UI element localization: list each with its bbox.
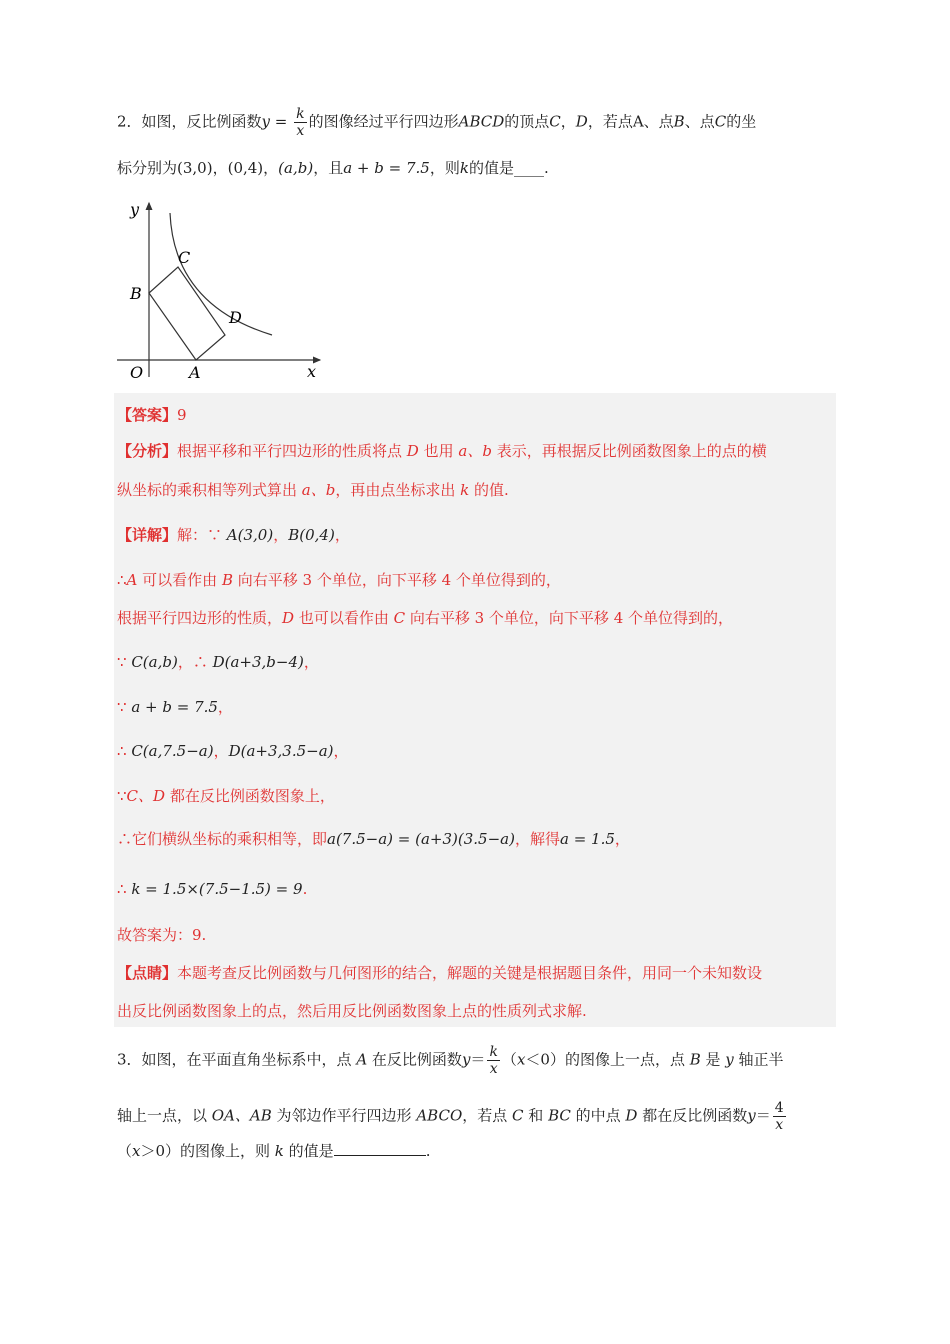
- text: 也可以看作由: [294, 609, 389, 627]
- text: ∴: [117, 880, 132, 898]
- text: 根据平行四边形的性质，: [117, 609, 283, 627]
- step7: [117, 829, 630, 849]
- math: D: [282, 609, 295, 627]
- math: ABCD: [458, 112, 505, 131]
- text: （: [117, 1142, 133, 1160]
- text: 的值.: [474, 481, 509, 499]
- label-o: O: [130, 363, 144, 382]
- math: B: [673, 112, 685, 131]
- label-d: D: [229, 308, 242, 327]
- math: C(a,b): [131, 653, 178, 671]
- math: k: [270, 1142, 289, 1160]
- dianjing-line1: [117, 963, 762, 983]
- math: C: [388, 609, 410, 627]
- fraction-4-over-x: $\frac{4}{x}$: [774, 1100, 784, 1133]
- text: ，: [303, 653, 319, 671]
- text: 向右平移 3 个单位，向下平移 4 个单位得到的，: [409, 609, 734, 627]
- math: a(7.5−a) = (a+3)(3.5−a): [327, 830, 515, 848]
- math: D(a+3,b−4): [212, 653, 304, 671]
- text: .: [425, 1142, 431, 1160]
- answer-tag: 【答案】: [117, 406, 178, 424]
- parallelogram-abcd: [149, 267, 225, 360]
- text: ，则: [429, 159, 460, 177]
- text: 的值是____.: [468, 159, 549, 177]
- text: 的值是: [288, 1142, 334, 1160]
- text: 也用: [423, 442, 454, 460]
- math: (a,b): [278, 159, 314, 177]
- text: 根据平移和平行四边形的性质将点: [177, 442, 403, 460]
- detail-line1: [117, 525, 350, 545]
- analysis-tag: 【分析】: [117, 442, 178, 460]
- text: ，若点: [462, 1106, 508, 1125]
- text: ，且: [313, 159, 344, 177]
- math: x: [516, 1050, 526, 1069]
- math: OA、AB: [207, 1106, 277, 1125]
- math: D: [402, 442, 424, 460]
- math: B: [217, 571, 238, 589]
- text: 故答案为：9.: [117, 926, 207, 944]
- text: 轴正半: [738, 1050, 784, 1069]
- step5: [117, 741, 349, 761]
- text: ∵: [117, 787, 127, 805]
- math: C: [549, 112, 561, 131]
- step1: [117, 570, 561, 590]
- math: D: [575, 112, 588, 131]
- analysis-line2: [117, 480, 509, 500]
- dianjing-line2: [117, 1001, 587, 1021]
- text: ∵: [117, 653, 132, 671]
- text: ，: [614, 830, 630, 848]
- math: C(a,7.5−a): [131, 742, 214, 760]
- parallelogram-figure: [112, 195, 332, 385]
- text: 和: [528, 1106, 544, 1125]
- math: a、b: [297, 481, 336, 499]
- math: A(3,0): [226, 526, 274, 544]
- text: 标分别为: [117, 159, 178, 177]
- text: ，: [334, 526, 350, 544]
- dianjing-tag: 【点睛】: [117, 964, 178, 982]
- math: ＝: [755, 1106, 771, 1125]
- text: 的顶点: [504, 112, 550, 131]
- text: ，再由点坐标求出: [335, 481, 456, 499]
- step3: [117, 652, 319, 672]
- math: y: [747, 1106, 756, 1125]
- text: ，: [217, 698, 233, 716]
- text: 2．如图，反比例函数: [117, 112, 262, 131]
- text: 在反比例函数: [371, 1050, 462, 1069]
- text: 、点: [684, 112, 715, 131]
- math: =: [270, 112, 293, 131]
- text: 解：∵: [177, 526, 227, 544]
- text: 可以看作由: [137, 571, 218, 589]
- step8: [117, 879, 307, 899]
- text: 的图像经过平行四边形: [308, 112, 459, 131]
- problem2-line1: [117, 106, 756, 139]
- detail-tag: 【详解】: [117, 526, 178, 544]
- problem3-line3: [117, 1141, 430, 1161]
- math: k: [455, 481, 474, 499]
- text: 本题考查反比例函数与几何图形的结合，解题的关键是根据题目条件，用同一个未知数设: [177, 964, 763, 982]
- problem2-line2: [117, 158, 549, 178]
- step4: [117, 697, 233, 717]
- math: k: [459, 159, 469, 177]
- fraction-k-over-x: $\frac{k}{x}$: [489, 1044, 498, 1077]
- math: D: [620, 1106, 643, 1125]
- text: 表示，再根据反比例函数图象上的点的横: [496, 442, 767, 460]
- text: ，∴: [177, 653, 213, 671]
- label-a: A: [189, 363, 201, 382]
- text: 纵坐标的乘积相等列式算出: [117, 481, 298, 499]
- math: (0,4): [227, 159, 264, 177]
- text: ，: [212, 159, 228, 177]
- text: 轴上一点，以: [117, 1106, 208, 1125]
- analysis-line1: [117, 441, 767, 461]
- math: a、b: [453, 442, 497, 460]
- math: BC: [543, 1106, 576, 1125]
- text: ，解得: [514, 830, 560, 848]
- text: .: [302, 880, 308, 898]
- math: D(a+3,3.5−a): [228, 742, 334, 760]
- math: C: [714, 112, 727, 131]
- answer-value: 9: [177, 406, 187, 424]
- math: (3,0): [177, 159, 213, 177]
- math: A: [126, 571, 138, 589]
- step2: [117, 608, 733, 628]
- math: k = 1.5×(7.5−1.5) = 9: [131, 880, 303, 898]
- text: ，: [333, 742, 349, 760]
- text: ，: [273, 526, 289, 544]
- text: ＜0）的图像上一点，点: [525, 1050, 685, 1069]
- text: ，: [213, 742, 229, 760]
- text: ，若点A、点: [587, 112, 674, 131]
- label-c: C: [178, 248, 191, 267]
- text: ∴: [117, 742, 132, 760]
- label-x: x: [307, 362, 317, 381]
- math: y: [261, 112, 271, 131]
- math: y: [720, 1050, 739, 1069]
- text: （: [501, 1050, 517, 1069]
- math: B: [684, 1050, 706, 1069]
- math: a + b = 7.5: [131, 698, 218, 716]
- text: 都在反比例函数: [642, 1106, 748, 1125]
- problem3-line1: [117, 1044, 784, 1077]
- text: ∴它们横纵坐标的乘积相等，即: [117, 830, 328, 848]
- text: ∴: [117, 571, 127, 589]
- answer-blank[interactable]: [334, 1141, 426, 1156]
- math: a = 1.5: [559, 830, 615, 848]
- text: 的坐: [726, 112, 757, 131]
- math: y: [461, 1050, 471, 1069]
- label-y: y: [130, 200, 140, 219]
- text: ，: [560, 112, 576, 131]
- fraction-k-over-x: $\frac{k}{x}$: [296, 106, 305, 139]
- math: ＝: [470, 1050, 486, 1069]
- text: 都在反比例函数图象上，: [165, 787, 335, 805]
- math: C、D: [126, 787, 166, 805]
- text: 的中点: [575, 1106, 621, 1125]
- math: x: [132, 1142, 141, 1160]
- step9: [117, 925, 206, 945]
- text: ∵: [117, 698, 132, 716]
- text: 3．如图，在平面直角坐标系中，点: [117, 1050, 352, 1069]
- math: B(0,4): [288, 526, 335, 544]
- text: 为邻边作平行四边形: [276, 1106, 412, 1125]
- label-b: B: [130, 284, 142, 303]
- answer-line: [117, 405, 187, 425]
- step6: [117, 786, 335, 806]
- hyperbola-curve: [170, 213, 272, 335]
- text: 出反比例函数图象上的点，然后用反比例函数图象上点的性质列式求解.: [117, 1002, 587, 1020]
- text: 向右平移 3 个单位，向下平移 4 个单位得到的，: [237, 571, 561, 589]
- problem3-line2: [117, 1100, 788, 1133]
- math: A: [351, 1050, 372, 1069]
- math: C: [507, 1106, 529, 1125]
- math: a + b = 7.5: [343, 159, 430, 177]
- text: ，: [263, 159, 279, 177]
- text: ＞0）的图像上，则: [140, 1142, 271, 1160]
- text: 是: [705, 1050, 721, 1069]
- math: ABCO: [411, 1106, 463, 1125]
